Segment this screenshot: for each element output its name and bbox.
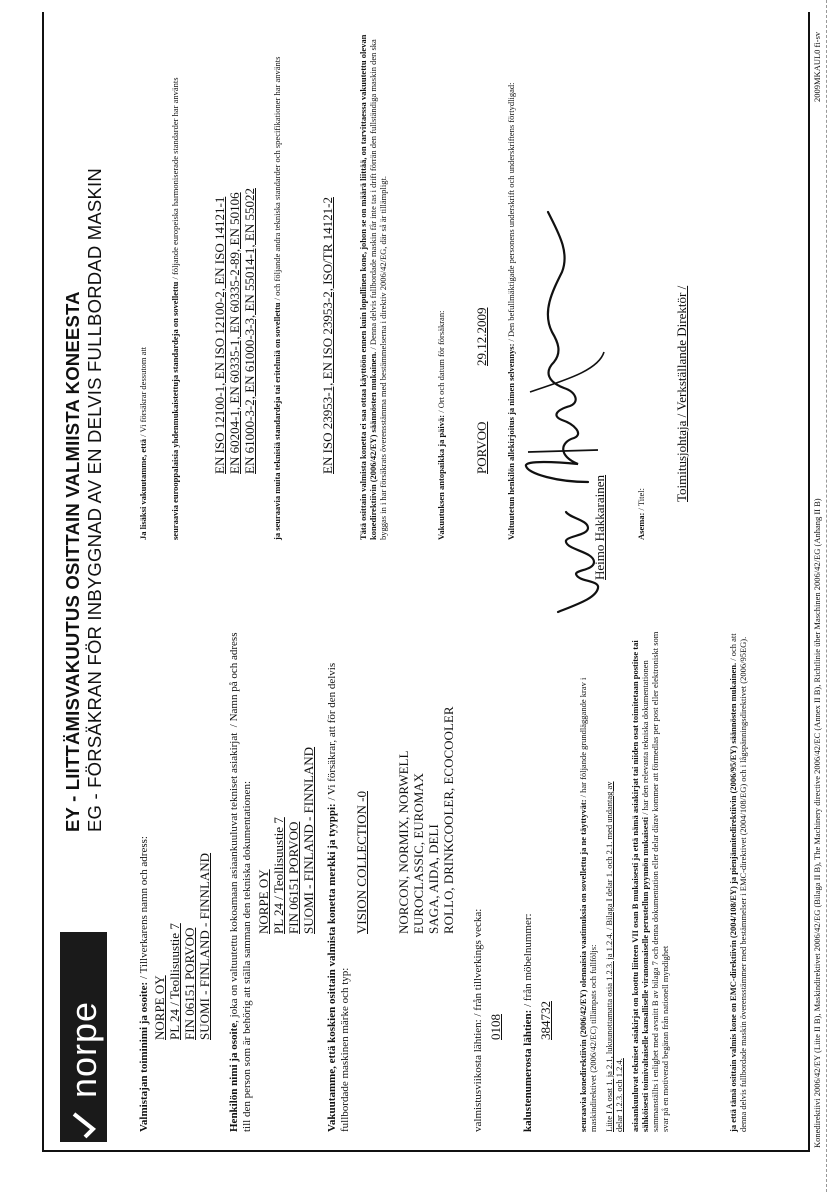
signer-name: Heimo Hakkarainen — [592, 474, 607, 580]
technical-docs-text: asiaankuuluvat tekniset asiakirjat on koottu liitteen VII osan B mukaisesti ja että nämä asiakirjat tai niiden osat toimitetaan postitse tai sähköisesti toimivaltaiselle kansalliselle viranomaiselle perustellun pyynnön mukaisesti / har den relevanta tekniska dokumentationen sammanställts i enlighet med avsnitt B av bilaga 7 och denna dokumentation eller delar därav kommer att förmedlas per post eller elektroniskt som svar på en motiverad begäran från nationell myndighet — [630, 631, 670, 1132]
requirements-text: seuraavia konedirektiivin (2006/42/EY) olennaisia vaatimuksia on sovellettu ja ne täyttyvät: / har följande grundläggande krav i maskindirektivet (2006/42/EC) tillämpats och fullföljs: — [578, 677, 598, 1132]
eu-standards-label: seuraavia eurooppalaisia yhdenmukaistettuja standardeja on sovellettu / följande europeiska harmoniserade standarder har använts — [170, 77, 180, 540]
title-swedish: EG - FÖRSÄKRAN FÖR INBYGGNAD AV EN DELVIS FULLBORDAD MASKIN — [84, 168, 105, 832]
commissioning-warning: Tätä osittain valmista konetta ei saa ottaa käyttöön ennen kuin lopullinen kone, johon se on määrä liittää, on tarvittaessa vakuutettu olevan konedirektiivin (2006/42/EY) säännösten mukainen. / Denna delvis fullbordade maskin får inte tas i drift förrän den fullständiga maskin den ska byggas in i har försäkrats överensstämma med bestämmelserna i direktiv 2006/42/EG, där så är tillämpligt. — [358, 34, 388, 540]
place-date-label: Vakuutuksen antopaikka ja päivä: / Ort och datum för försäkran: — [436, 310, 446, 540]
annex-reference: Liite I A osat 1. ja 2.1, lukuunottamatta osia 1.2.3. ja 1.2.4. / Bilaga I delar 1. och 2.1. med undantag av delar 1.2.3. och 1.2.4. — [604, 781, 624, 1132]
week-value: 0108 — [488, 1014, 503, 1040]
serial-label: kalustenumerosta lähtien: / från möbelnummer: — [522, 913, 534, 1132]
serial-value: 384732 — [538, 1001, 553, 1040]
other-standards-label: ja seuraavia muita teknisiä standardeja tai eritelmiä on sovellettu / och följande andra tekniska standarder och specifikationer har använts — [272, 56, 282, 540]
role-value: Toimitusjohtaja / Verkställande Direktör / — [674, 285, 689, 502]
top-rule — [42, 12, 44, 1152]
manufacturer-label: Valmistajan toiminimi ja osoite: / Tillverkarens namn och adress: — [138, 836, 150, 1132]
logo-wordmark: norpe — [62, 1000, 104, 1098]
other-standards-list: EN ISO 23953-1, EN ISO 23953-2, ISO/TR 14121-2 — [320, 197, 335, 474]
signature-label: Valtuutetun henkilön allekirjoitus ja nimen selvennys: / Den befullmäktigade personens underskrift och underskriftens förtydligad: — [506, 82, 516, 540]
person-label: Henkilön nimi ja osoite, joka on valtuutettu kokoamaan asiaankuuluvat tekniset asiakirjat / Namn på och adress till den person som är behörig att ställa samman den tekniska dokumentationen: — [228, 632, 253, 1132]
place-value: PORVOO — [474, 421, 489, 474]
footer-directive: Konedirektiivi 2006/42/EY (Liite II B), Maskindirektivet 2006/42/EG (Bilaga II B), The Machinery directive 2006/42/EC (Annex II B), Richtlinie über Maschinen 2006/42/EG (Anhang II B) — [812, 498, 822, 1148]
person-address: NORPE OY PL 24 / Teollisuustie 7 FIN 06151 PORVOO SUOMI - FINLAND - FINNLAND — [256, 746, 316, 934]
role-label: Asema: / Titel: — [636, 488, 646, 540]
product-series: VISION COLLECTION -0 — [354, 791, 369, 934]
norpe-logo — [60, 932, 107, 1142]
extra-assurance: Ja lisäksi vakuutamme, että / Vi försäkrar dessutom att — [138, 346, 148, 540]
left-rule — [42, 1151, 810, 1153]
product-label: Vakuutamme, että koskien osittain valmista konetta merkki ja tyyppi: / Vi försäkrar, att för den delvis fullbordade maskinen märke och typ: — [326, 662, 351, 1132]
product-models: NORCON, NORMIX, NORWELL EUROCLASSIC, EUROMAX SAGA, AIDA, DELI ROLLO, DRINKCOOLER, ECOCOOLER — [396, 706, 456, 934]
emc-text: ja että tämä osittain valmis kone on EMC-direktiivin (2004/108/EY) ja pienjännitedirektiivin (2006/95/EY) säännösten mukainen. / och att denna delvis fullbordade maskin överensstämmer med bestämmelser i EMC-direktivet (2004/108/EG) och i lågspänningsdirektivet (2006/95EG). — [728, 633, 748, 1132]
week-label: valmistusviikosta lähtien: / från tillverkings vecka: — [472, 908, 484, 1132]
date-value: 29.12.2009 — [474, 307, 489, 366]
logo-checkmark-icon — [60, 1110, 107, 1142]
eu-standards-list: EN ISO 12100-1, EN ISO 12100-2, EN ISO 14121-1 EN 60204-1, EN 60335-1, EN 60335-2-89, EN 50106 EN 61000-3-2, EN 61000-3-3, EN 55014-1, EN 55022 — [212, 188, 257, 474]
footer-code: 2009MKAUL0 fi-sv — [812, 31, 822, 102]
title-finnish: EY - LIITTÄMISVAKUUTUS OSITTAIN VALMIISTA KONEESTA — [62, 291, 83, 832]
bottom-rule — [808, 12, 810, 1152]
manufacturer-address: NORPE OY PL 24 / Teollisuustie 7 FIN 06151 PORVOO SUOMI - FINLAND - FINNLAND — [152, 852, 212, 1040]
fold-line — [826, 0, 827, 1192]
